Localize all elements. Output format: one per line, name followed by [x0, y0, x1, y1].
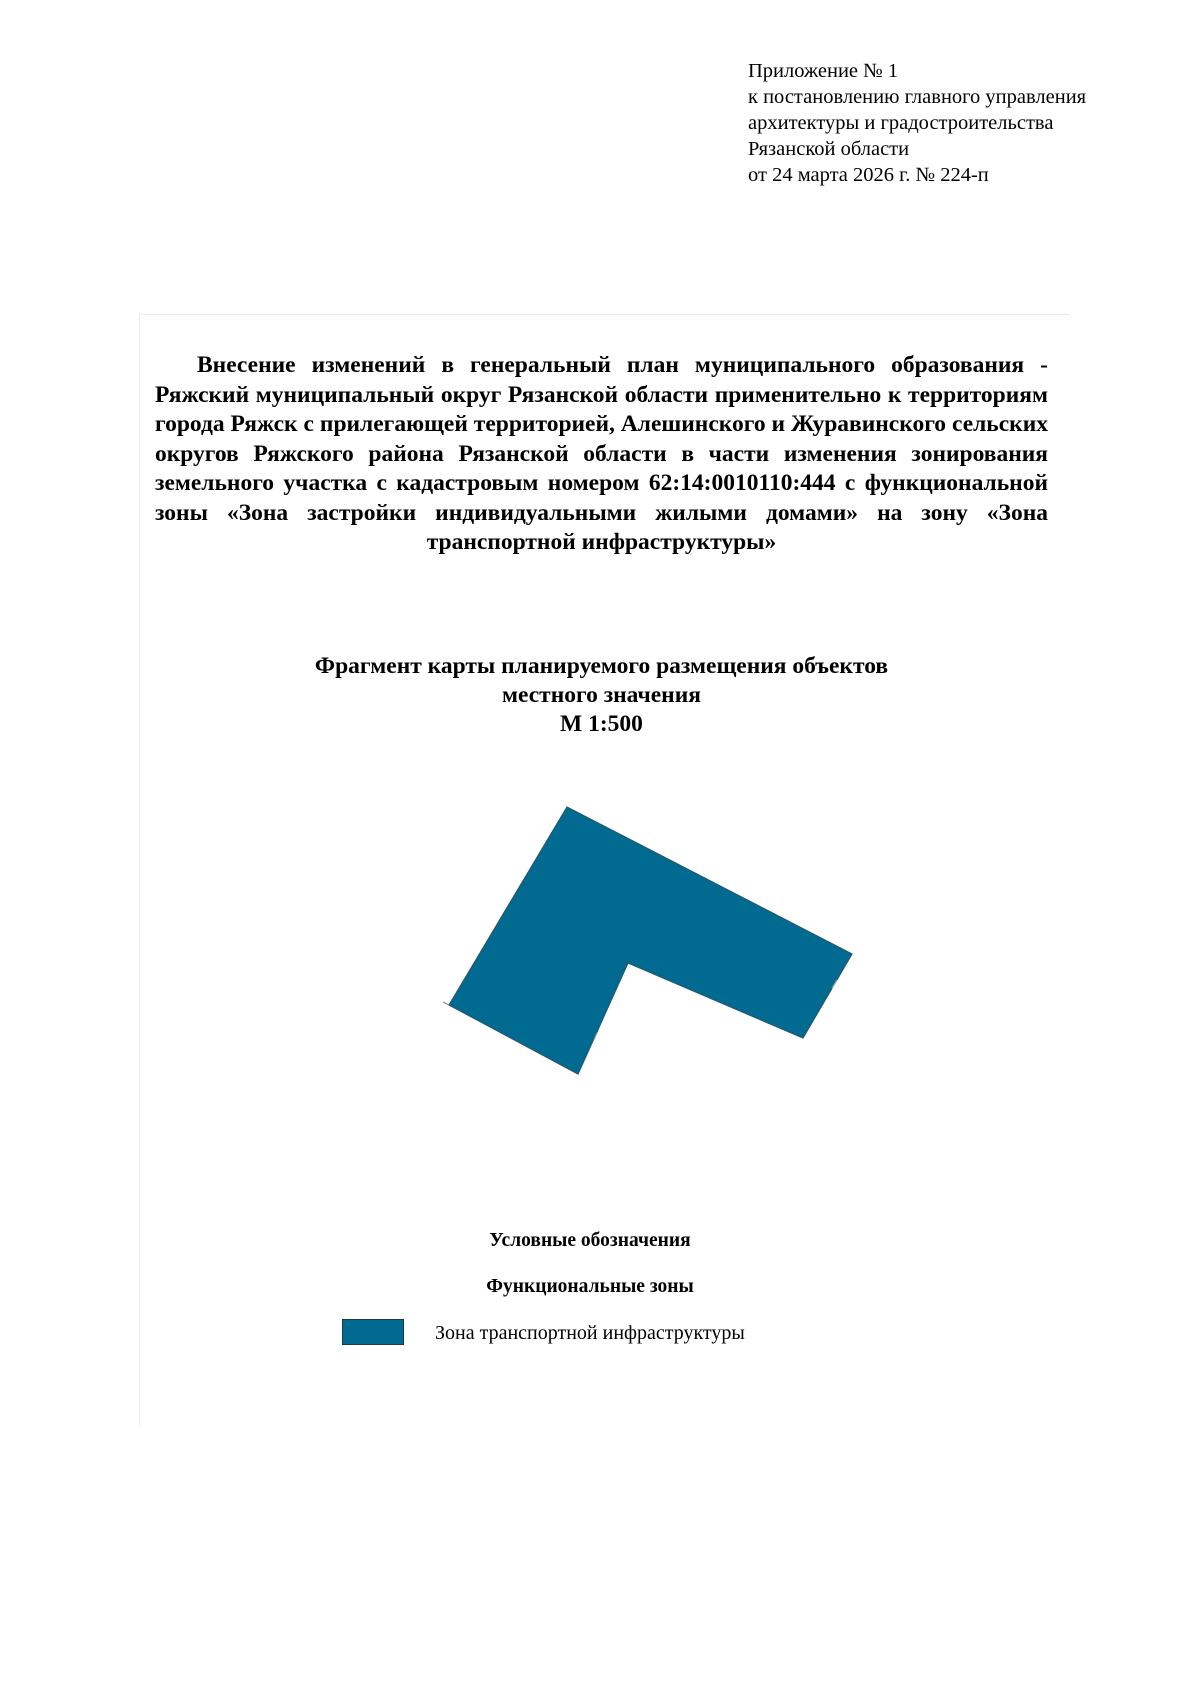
- fragment-heading-line-1: Фрагмент карты планируемого размещения объектов: [314, 653, 889, 679]
- legend-title: Условные обозначения: [489, 1230, 691, 1251]
- fragment-heading-line-2: местного значения: [502, 682, 701, 708]
- legend-swatch-transport-zone: [342, 1319, 404, 1345]
- appendix-line-number: Приложение № 1: [748, 60, 899, 82]
- appendix-line-region: Рязанской области: [748, 138, 910, 160]
- legend-label-transport-zone: Зона транспортной инфраструктуры: [435, 1322, 745, 1344]
- legend-subtitle: Функциональные зоны: [486, 1276, 694, 1297]
- transport-infrastructure-zone: [449, 807, 852, 1074]
- appendix-line-architecture: архитектуры и градостроительства: [748, 112, 1054, 134]
- appendix-line-decree: к постановлению главного управления: [748, 86, 1087, 108]
- zone-tick-left: [443, 1002, 449, 1005]
- map-scale: М 1:500: [560, 711, 643, 737]
- document-title: Внесение изменений в генеральный план муниципального образования - Ряжский муниципальный округ Рязанской области применительно к территориям города Ряжск с прилегающей территорией, Алешинского и Журавинского сельских округов Ряжского района Рязанской области в части изменения зонирования земельного участка с кадастровым номером 62:14:0010110:444 с функциональной зоны «Зона застройки индивидуальными жилыми домами» на зону «Зона транспортной инфраструктуры»: [155, 352, 1048, 555]
- appendix-line-date: от 24 марта 2026 г. № 224-п: [748, 164, 989, 186]
